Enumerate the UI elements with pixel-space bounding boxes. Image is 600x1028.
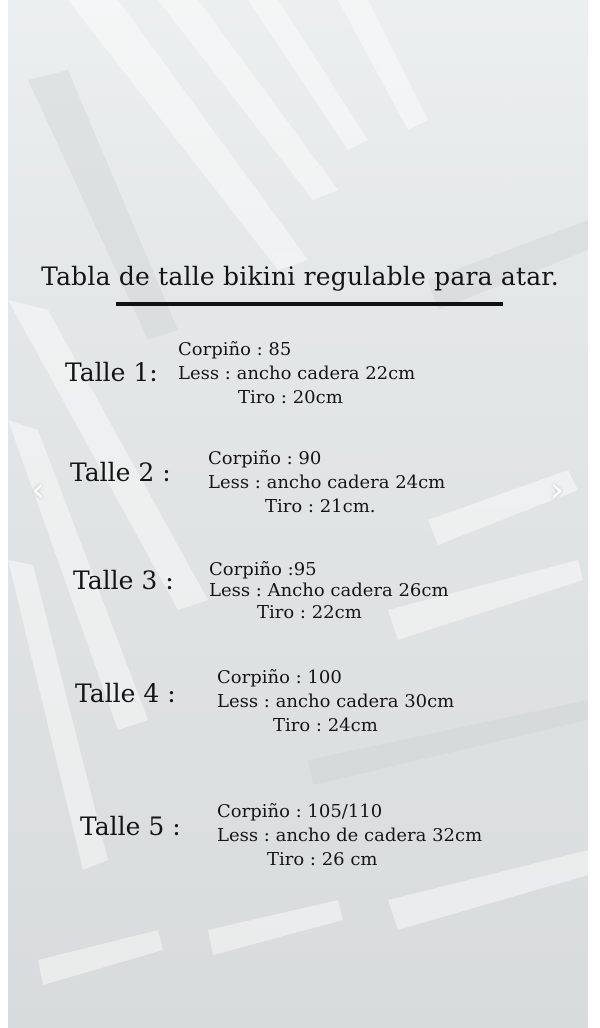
size-label-5: Talle 5 : — [80, 812, 181, 841]
corpino-value: Corpiño :95 — [209, 559, 317, 580]
tiro-value: Tiro : 22cm — [257, 602, 362, 623]
tiro-value: Tiro : 26 cm — [267, 849, 378, 870]
chevron-left-icon[interactable]: ‹ — [31, 470, 45, 510]
size-details-3 — [209, 558, 449, 625]
tiro-value: Tiro : 24cm — [273, 715, 378, 736]
tiro-value: Tiro : 20cm — [238, 387, 343, 408]
story-frame — [8, 0, 588, 1028]
less-value: Less : ancho cadera 24cm — [208, 472, 446, 493]
corpino-value: Corpiño : 85 — [178, 339, 292, 360]
title-underline — [116, 302, 503, 306]
less-value: Less : Ancho cadera 26cm — [209, 580, 449, 601]
less-value: Less : ancho de cadera 32cm — [217, 825, 483, 846]
size-details-4 — [217, 666, 454, 738]
size-details-2 — [208, 447, 445, 519]
size-label-1: Talle 1: — [65, 358, 158, 387]
chevron-right-icon[interactable]: › — [550, 470, 564, 510]
size-label-2: Talle 2 : — [70, 458, 171, 487]
tiro-value: Tiro : 21cm. — [265, 496, 376, 517]
less-value: Less : ancho cadera 22cm — [178, 363, 416, 384]
size-label-3: Talle 3 : — [73, 566, 174, 595]
size-details-5 — [217, 800, 482, 872]
less-value: Less : ancho cadera 30cm — [217, 691, 455, 712]
corpino-value: Corpiño : 100 — [217, 667, 342, 688]
size-chart — [8, 0, 588, 1028]
corpino-value: Corpiño : 105/110 — [217, 801, 383, 822]
size-label-4: Talle 4 : — [75, 679, 176, 708]
page-title: Tabla de talle bikini regulable para atar. — [41, 262, 559, 291]
size-details-1 — [178, 338, 415, 410]
corpino-value: Corpiño : 90 — [208, 448, 322, 469]
